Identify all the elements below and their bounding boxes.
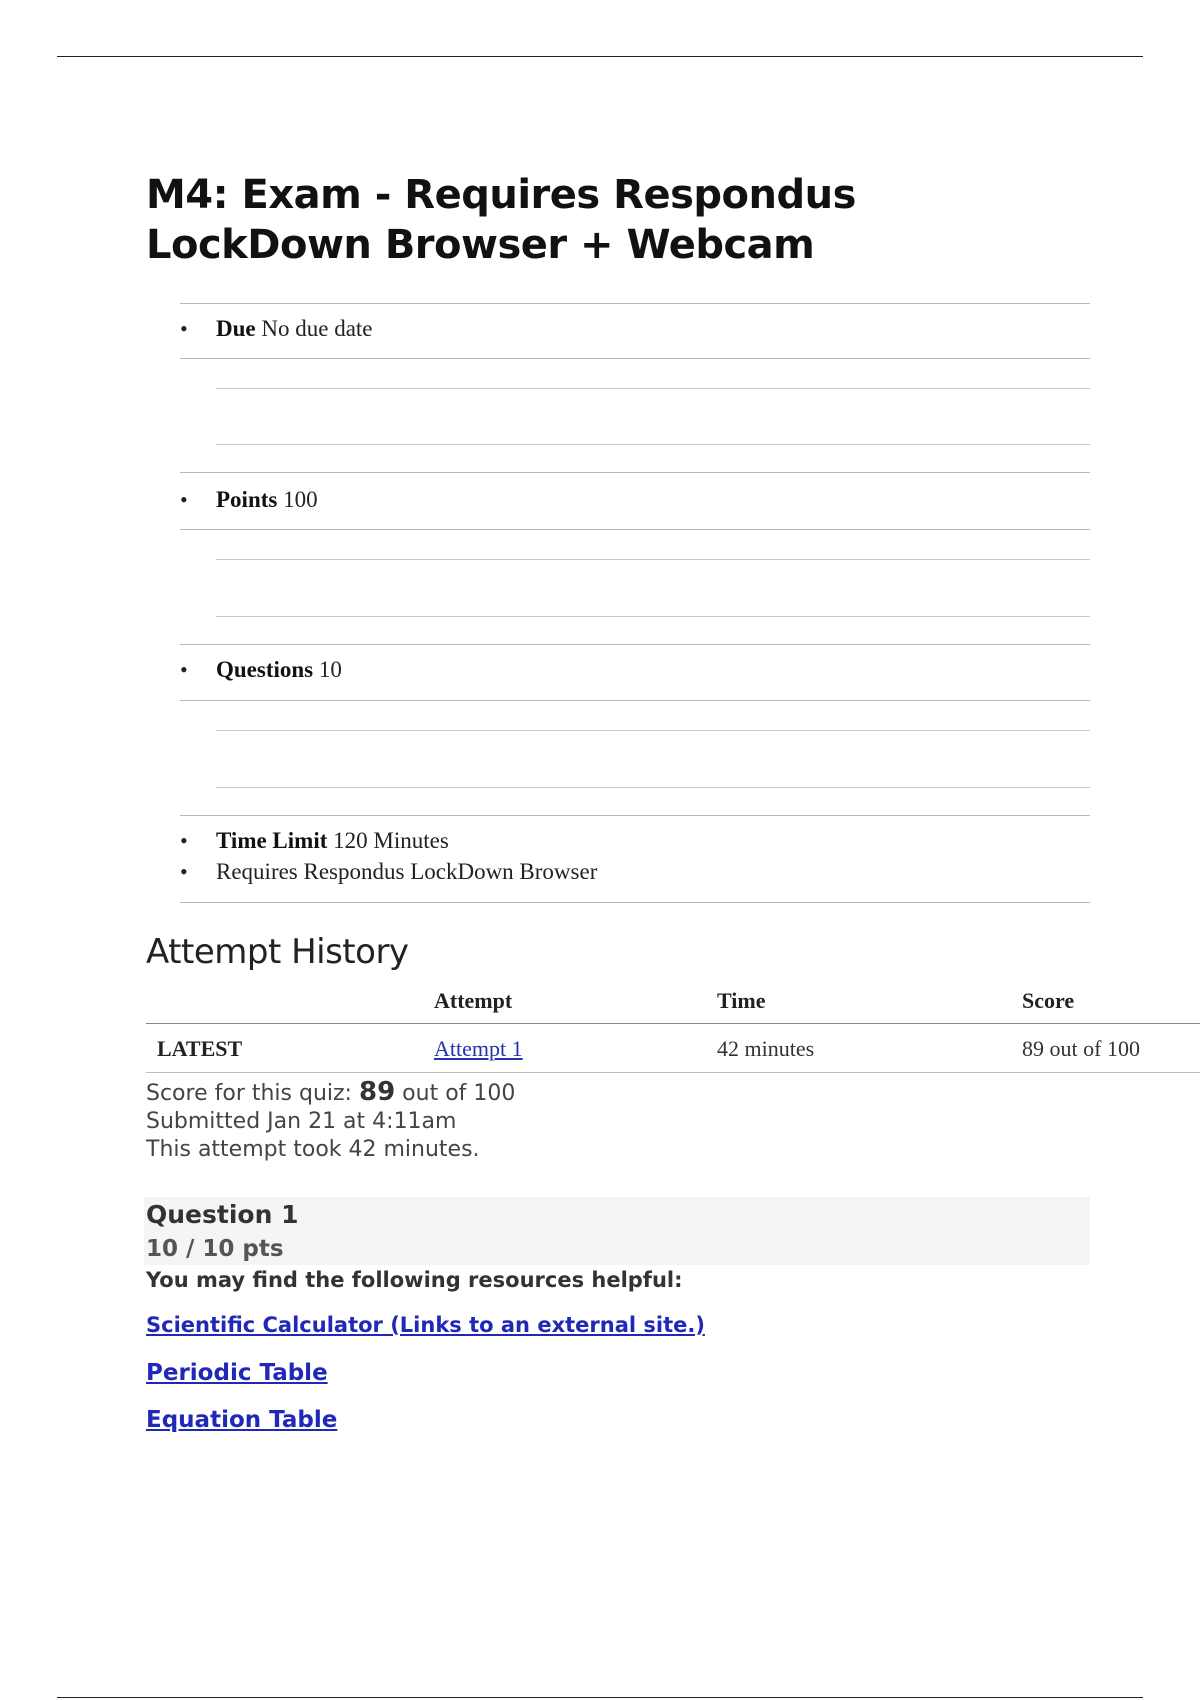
bottom-rule	[57, 1697, 1143, 1698]
question-points: 10 / 10 pts	[146, 1236, 284, 1262]
divider	[180, 472, 1090, 473]
scientific-calculator-link[interactable]: Scientific Calculator (Links to an external site.)	[146, 1313, 705, 1337]
submitted-line: Submitted Jan 21 at 4:11am	[146, 1109, 457, 1134]
column-header-time: Time	[717, 988, 766, 1013]
divider	[180, 358, 1090, 359]
periodic-table-link[interactable]: Periodic Table	[146, 1360, 328, 1386]
attempt-1-link[interactable]: Attempt 1	[434, 1036, 523, 1061]
detail-points: • Points 100	[180, 487, 318, 512]
bullet-icon: •	[180, 487, 188, 512]
bullet-icon: •	[180, 859, 188, 884]
question-title: Question 1	[146, 1200, 299, 1229]
divider	[180, 303, 1090, 304]
divider	[180, 644, 1090, 645]
score-line: Score for this quiz: 89 out of 100	[146, 1077, 516, 1107]
latest-label: LATEST	[157, 1036, 243, 1061]
divider	[216, 787, 1090, 788]
divider	[180, 815, 1090, 816]
score-value: 89	[358, 1077, 396, 1107]
header-divider	[146, 1023, 1200, 1024]
bullet-icon: •	[180, 828, 188, 853]
bullet-icon: •	[180, 316, 188, 341]
resources-label: You may find the following resources helpful:	[146, 1268, 683, 1292]
top-rule	[57, 56, 1143, 57]
equation-table-link[interactable]: Equation Table	[146, 1407, 338, 1433]
column-header-attempt: Attempt	[434, 988, 513, 1013]
divider	[216, 444, 1090, 445]
divider	[216, 559, 1090, 560]
divider	[216, 730, 1090, 731]
bullet-icon: •	[180, 657, 188, 682]
page-title: M4: Exam - Requires Respondus LockDown Browser + Webcam	[146, 172, 856, 268]
column-header-score: Score	[1022, 988, 1075, 1013]
detail-questions: • Questions 10	[180, 657, 342, 682]
detail-due: • Due No due date	[180, 316, 373, 341]
attempt-time: 42 minutes	[717, 1036, 815, 1061]
quiz-summary	[146, 1078, 515, 1164]
divider	[180, 529, 1090, 530]
attempt-score: 89 out of 100	[1022, 1036, 1140, 1061]
divider	[180, 700, 1090, 701]
divider	[180, 902, 1090, 903]
duration-line: This attempt took 42 minutes.	[146, 1137, 480, 1162]
divider	[216, 388, 1090, 389]
row-divider	[146, 1072, 1200, 1073]
divider	[216, 616, 1090, 617]
detail-time-limit: • Time Limit 120 Minutes	[180, 828, 449, 853]
attempt-history-heading: Attempt History	[146, 932, 409, 972]
detail-lockdown: • Requires Respondus LockDown Browser	[180, 859, 598, 884]
